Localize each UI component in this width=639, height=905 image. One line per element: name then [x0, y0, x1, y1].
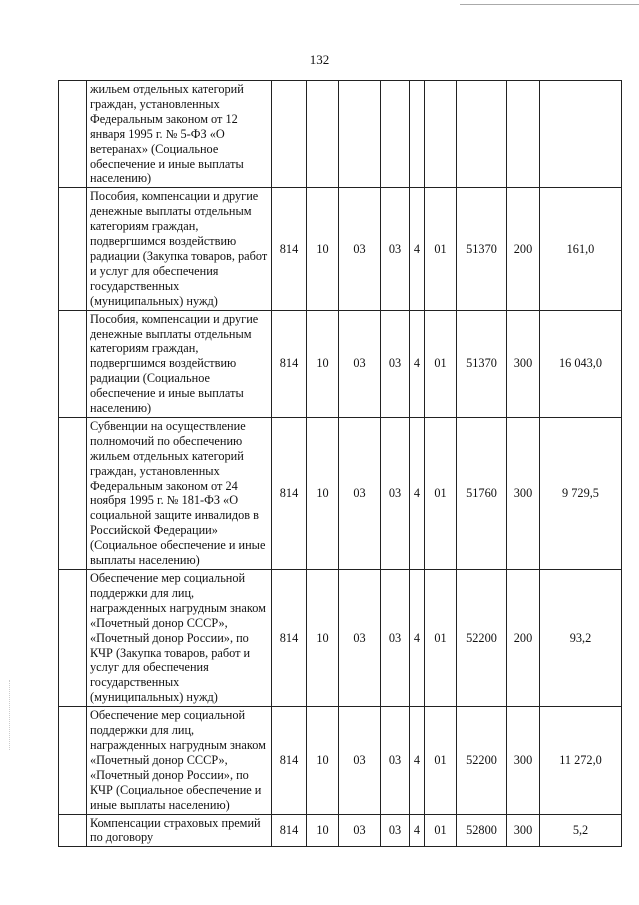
item-name-cell: жильем отдельных категорий граждан, установленных Федеральным законом от 12 января 1995 г. № 5-ФЗ «О ветеранах» (Социальное обеспечение и иные выплаты населению): [87, 81, 272, 188]
section-code-cell: 10: [307, 814, 339, 847]
row-index-cell: [59, 814, 87, 847]
top-edge-rule: [460, 4, 639, 5]
amount-cell: 11 272,0: [540, 707, 622, 814]
program-code-cell: 03: [381, 310, 410, 417]
program-code-cell: 03: [381, 707, 410, 814]
amount-cell: 9 729,5: [540, 417, 622, 569]
event-code-cell: 01: [425, 417, 457, 569]
item-name-cell: Пособия, компенсации и другие денежные выплаты отдельным категориям граждан, подвергшимся воздействию радиации (Закупка товаров, работ и услуг для обеспечения государственных (муниципальных) нужд): [87, 188, 272, 310]
item-name-cell: Обеспечение мер социальной поддержки для лиц, награжденных нагрудным знаком «Почетный донор СССР», «Почетный донор России», по КЧР (Закупка товаров, работ и услуг для обеспечения государственных (муниципальных) нужд): [87, 570, 272, 707]
subprogram-code-cell: 4: [410, 188, 425, 310]
event-code-cell: 01: [425, 814, 457, 847]
expense-type-cell: 200: [507, 188, 540, 310]
scan-margin-marks: [9, 680, 13, 750]
section-code-cell: 10: [307, 310, 339, 417]
row-index-cell: [59, 570, 87, 707]
budget-table: [58, 80, 622, 847]
admin-code-cell: 814: [272, 310, 307, 417]
direction-code-cell: 52200: [457, 570, 507, 707]
amount-cell: 16 043,0: [540, 310, 622, 417]
row-index-cell: [59, 81, 87, 188]
admin-code-cell: 814: [272, 570, 307, 707]
table-row: [59, 310, 622, 417]
direction-code-cell: 52800: [457, 814, 507, 847]
expense-type-cell: 300: [507, 814, 540, 847]
event-code-cell: 01: [425, 188, 457, 310]
event-code-cell: 01: [425, 310, 457, 417]
table-row: [59, 570, 622, 707]
item-name-cell: Пособия, компенсации и другие денежные выплаты отдельным категориям граждан, подвергшимся воздействию радиации (Социальное обеспечение и иные выплаты населению): [87, 310, 272, 417]
direction-code-cell: [457, 81, 507, 188]
event-code-cell: 01: [425, 570, 457, 707]
amount-cell: 93,2: [540, 570, 622, 707]
event-code-cell: [425, 81, 457, 188]
table-row: [59, 707, 622, 814]
item-name-cell: Субвенции на осуществление полномочий по обеспечению жильем отдельных категорий граждан, установленных Федеральным законом от 24 ноября 1995 г. № 181-ФЗ «О социальной защите инвалидов в Российской Федерации» (Социальное обеспечение и иные выплаты населению): [87, 417, 272, 569]
expense-type-cell: [507, 81, 540, 188]
subprogram-code-cell: 4: [410, 707, 425, 814]
subsection-code-cell: 03: [339, 417, 381, 569]
program-code-cell: 03: [381, 417, 410, 569]
amount-cell: [540, 81, 622, 188]
amount-cell: 5,2: [540, 814, 622, 847]
subsection-code-cell: 03: [339, 814, 381, 847]
direction-code-cell: 51370: [457, 188, 507, 310]
item-name-cell: Обеспечение мер социальной поддержки для лиц, награжденных нагрудным знаком «Почетный донор СССР», «Почетный донор России», по КЧР (Социальное обеспечение и иные выплаты населению): [87, 707, 272, 814]
section-code-cell: [307, 81, 339, 188]
subsection-code-cell: [339, 81, 381, 188]
admin-code-cell: 814: [272, 417, 307, 569]
table-row: [59, 81, 622, 188]
event-code-cell: 01: [425, 707, 457, 814]
subsection-code-cell: 03: [339, 707, 381, 814]
direction-code-cell: 51760: [457, 417, 507, 569]
admin-code-cell: 814: [272, 814, 307, 847]
subprogram-code-cell: 4: [410, 814, 425, 847]
expense-type-cell: 300: [507, 707, 540, 814]
page-number: 132: [309, 52, 330, 67]
table-row: [59, 188, 622, 310]
expense-type-cell: 300: [507, 417, 540, 569]
section-code-cell: 10: [307, 570, 339, 707]
subprogram-code-cell: 4: [410, 310, 425, 417]
table-row: [59, 814, 622, 847]
section-code-cell: 10: [307, 188, 339, 310]
section-code-cell: 10: [307, 707, 339, 814]
subprogram-code-cell: 4: [410, 570, 425, 707]
item-name-cell: Компенсации страховых премий по договору: [87, 814, 272, 847]
program-code-cell: 03: [381, 814, 410, 847]
subprogram-code-cell: [410, 81, 425, 188]
subsection-code-cell: 03: [339, 310, 381, 417]
row-index-cell: [59, 188, 87, 310]
admin-code-cell: [272, 81, 307, 188]
admin-code-cell: 814: [272, 188, 307, 310]
direction-code-cell: 51370: [457, 310, 507, 417]
program-code-cell: [381, 81, 410, 188]
expense-type-cell: 200: [507, 570, 540, 707]
program-code-cell: 03: [381, 570, 410, 707]
subprogram-code-cell: 4: [410, 417, 425, 569]
row-index-cell: [59, 310, 87, 417]
section-code-cell: 10: [307, 417, 339, 569]
row-index-cell: [59, 417, 87, 569]
direction-code-cell: 52200: [457, 707, 507, 814]
subsection-code-cell: 03: [339, 188, 381, 310]
budget-table-body: [59, 81, 622, 847]
expense-type-cell: 300: [507, 310, 540, 417]
admin-code-cell: 814: [272, 707, 307, 814]
row-index-cell: [59, 707, 87, 814]
subsection-code-cell: 03: [339, 570, 381, 707]
amount-cell: 161,0: [540, 188, 622, 310]
program-code-cell: 03: [381, 188, 410, 310]
table-row: [59, 417, 622, 569]
